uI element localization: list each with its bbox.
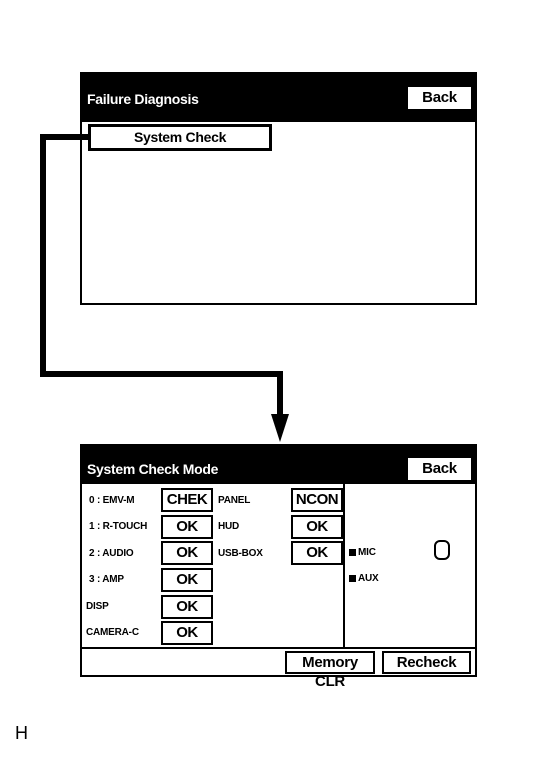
failure-diagnosis-titlebar <box>82 74 475 122</box>
failure-diagnosis-screen <box>80 72 477 305</box>
status-panel[interactable]: NCON <box>291 488 343 512</box>
item-label-camera-c: CAMERA-C <box>86 627 139 638</box>
status-hud[interactable]: OK <box>291 515 343 539</box>
connector-line <box>40 371 283 377</box>
status-emv-m[interactable]: CHEK <box>161 488 213 512</box>
item-label-panel: PANEL <box>218 495 251 506</box>
status-r-touch[interactable]: OK <box>161 515 213 539</box>
system-check-mode-screen <box>80 444 477 677</box>
status-amp[interactable]: OK <box>161 568 213 592</box>
memory-clear-button[interactable]: Memory CLR <box>285 651 375 674</box>
system-check-title: System Check Mode <box>87 461 219 477</box>
item-label-hud: HUD <box>218 521 240 532</box>
connector-line <box>40 134 46 377</box>
connector-line <box>277 371 283 416</box>
status-indicator-icon <box>434 540 450 560</box>
footer-divider <box>82 647 475 649</box>
status-disp[interactable]: OK <box>161 595 213 619</box>
back-button[interactable]: Back <box>408 458 471 480</box>
item-label-amp: 3 : AMP <box>89 574 124 585</box>
back-button[interactable]: Back <box>408 87 471 109</box>
recheck-button[interactable]: Recheck <box>382 651 471 674</box>
connector-line <box>40 134 88 140</box>
status-camera-c[interactable]: OK <box>161 621 213 645</box>
item-label-audio: 2 : AUDIO <box>89 548 134 559</box>
item-label-mic: MIC <box>349 547 376 558</box>
system-check-button[interactable]: System Check <box>88 124 272 151</box>
item-label-emv-m: 0 : EMV-M <box>89 495 135 506</box>
system-check-titlebar <box>82 446 475 484</box>
item-label-disp: DISP <box>86 601 109 612</box>
column-divider <box>343 484 345 648</box>
arrow-down-icon <box>271 414 289 442</box>
square-bullet-icon <box>349 549 356 556</box>
item-label-aux: AUX <box>349 573 379 584</box>
item-label-usb-box: USB-BOX <box>218 548 263 559</box>
status-usb-box[interactable]: OK <box>291 541 343 565</box>
item-label-r-touch: 1 : R-TOUCH <box>89 521 148 532</box>
square-bullet-icon <box>349 575 356 582</box>
figure-letter: H <box>15 723 28 743</box>
status-audio[interactable]: OK <box>161 541 213 565</box>
failure-diagnosis-title: Failure Diagnosis <box>87 91 199 107</box>
